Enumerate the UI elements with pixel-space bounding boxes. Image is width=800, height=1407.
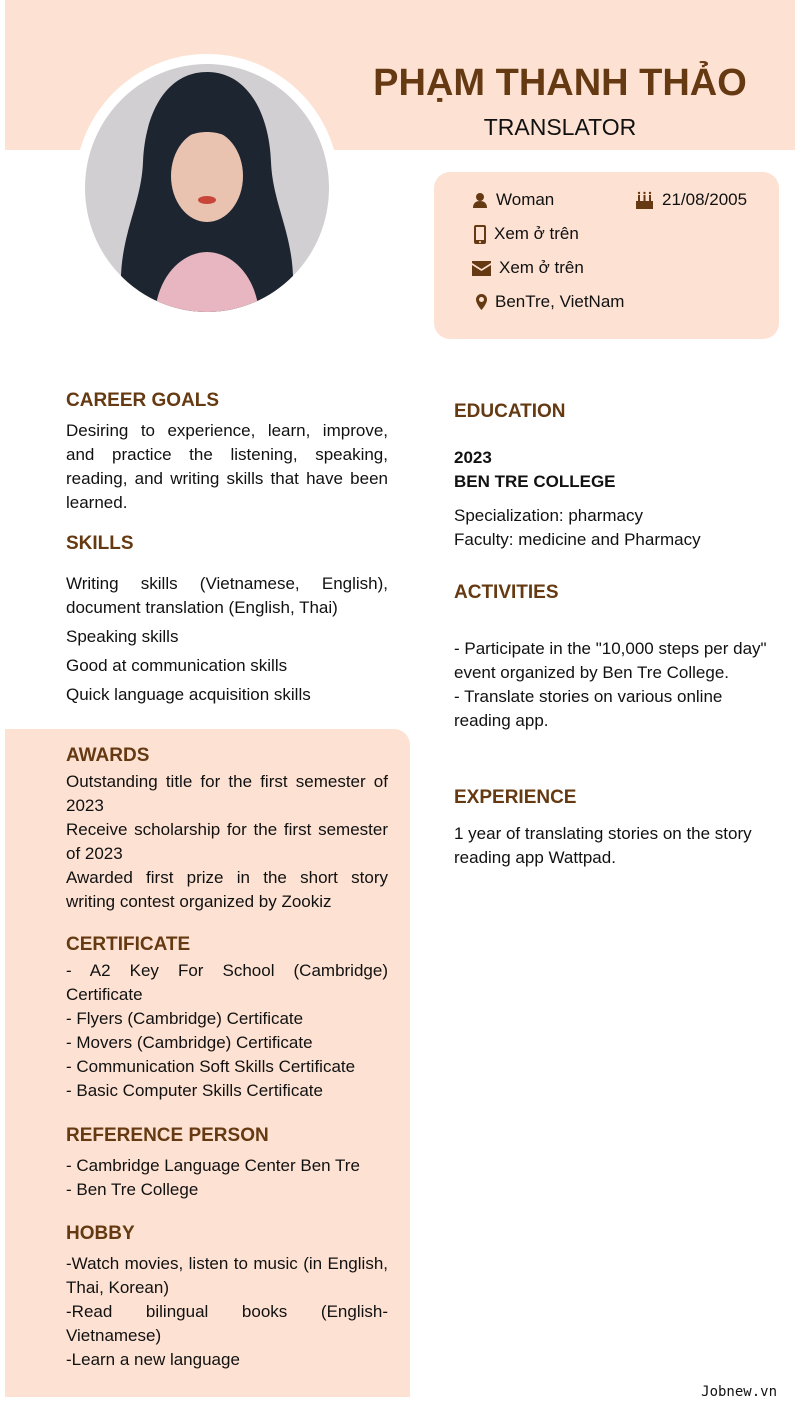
hobby-item: -Watch movies, listen to music (in English, Thai, Korean) bbox=[66, 1254, 388, 1297]
personal-info-card bbox=[434, 172, 779, 339]
phone-value: Xem ở trên bbox=[494, 224, 579, 243]
certificate-item: - Flyers (Cambridge) Certificate bbox=[66, 1009, 304, 1028]
reference-item: - Cambridge Language Center Ben Tre bbox=[66, 1156, 360, 1175]
map-marker-icon bbox=[476, 294, 487, 310]
career-goals-text: Desiring to experience, learn, improve, and practice the listening, speaking, reading, and writing skills that have been learned. bbox=[66, 421, 388, 512]
award-item: Awarded first prize in the short story writing contest organized by Zookiz bbox=[66, 868, 388, 911]
birthday-cake-icon bbox=[635, 191, 654, 209]
awards-heading: AWARDS bbox=[66, 745, 150, 766]
award-item: Outstanding title for the first semester of 2023 bbox=[66, 772, 388, 815]
profile-photo bbox=[85, 64, 329, 312]
award-item: Receive scholarship for the first semester of 2023 bbox=[66, 820, 388, 863]
career-goals-heading: CAREER GOALS bbox=[66, 390, 220, 411]
certificate-item: - Movers (Cambridge) Certificate bbox=[66, 1033, 313, 1052]
certificate-item: - Basic Computer Skills Certificate bbox=[66, 1081, 323, 1100]
address-row bbox=[476, 292, 624, 312]
gender-value: Woman bbox=[496, 190, 555, 209]
email-row bbox=[472, 258, 584, 278]
activity-item: - Translate stories on various online reading app. bbox=[454, 687, 723, 730]
job-title: TRANSLATOR bbox=[483, 114, 637, 140]
activities-section bbox=[454, 581, 779, 733]
education-faculty: Faculty: medicine and Pharmacy bbox=[454, 530, 701, 549]
reference-heading: REFERENCE PERSON bbox=[66, 1125, 269, 1146]
birthday-value: 21/08/2005 bbox=[662, 190, 748, 209]
gender-row bbox=[472, 190, 554, 210]
skill-item: Writing skills (Vietnamese, English), document translation (English, Thai) bbox=[66, 574, 388, 617]
skill-item: Good at communication skills bbox=[66, 656, 288, 675]
mobile-phone-icon bbox=[474, 225, 486, 244]
education-year: 2023 bbox=[454, 448, 492, 467]
hobby-item: -Learn a new language bbox=[66, 1350, 240, 1369]
address-value: BenTre, VietNam bbox=[495, 292, 625, 311]
experience-heading: EXPERIENCE bbox=[454, 787, 577, 808]
user-icon bbox=[472, 192, 488, 208]
education-school: BEN TRE COLLEGE bbox=[454, 472, 616, 491]
certificate-item: - Communication Soft Skills Certificate bbox=[66, 1057, 356, 1076]
hobby-section bbox=[66, 1222, 388, 1372]
reference-section bbox=[66, 1124, 388, 1202]
skill-item: Speaking skills bbox=[66, 627, 179, 646]
certificate-heading: CERTIFICATE bbox=[66, 934, 191, 955]
skills-section bbox=[66, 532, 388, 707]
birthday-row bbox=[635, 190, 747, 210]
envelope-icon bbox=[472, 261, 491, 276]
awards-section bbox=[66, 744, 388, 914]
certificate-item: - A2 Key For School (Cambridge) Certificate bbox=[66, 961, 388, 1004]
email-value: Xem ở trên bbox=[499, 258, 584, 277]
education-specialization: Specialization: pharmacy bbox=[454, 506, 643, 525]
hobby-heading: HOBBY bbox=[66, 1223, 135, 1244]
education-section bbox=[454, 400, 779, 552]
hobby-item: -Read bilingual books (English-Vietnamese) bbox=[66, 1302, 388, 1345]
skills-heading: SKILLS bbox=[66, 533, 134, 554]
activities-heading: ACTIVITIES bbox=[454, 582, 559, 603]
activity-item: - Participate in the "10,000 steps per day" event organized by Ben Tre College. bbox=[454, 639, 767, 682]
skill-item: Quick language acquisition skills bbox=[66, 685, 311, 704]
reference-item: - Ben Tre College bbox=[66, 1180, 199, 1199]
experience-text: 1 year of translating stories on the story reading app Wattpad. bbox=[454, 824, 752, 867]
education-heading: EDUCATION bbox=[454, 401, 566, 422]
phone-row bbox=[474, 224, 579, 244]
certificate-section bbox=[66, 933, 388, 1103]
experience-section bbox=[454, 786, 779, 870]
career-goals-section bbox=[66, 389, 388, 515]
candidate-name: PHẠM THANH THẢO bbox=[373, 62, 747, 104]
footer-brand: Jobnew.vn bbox=[701, 1384, 777, 1400]
